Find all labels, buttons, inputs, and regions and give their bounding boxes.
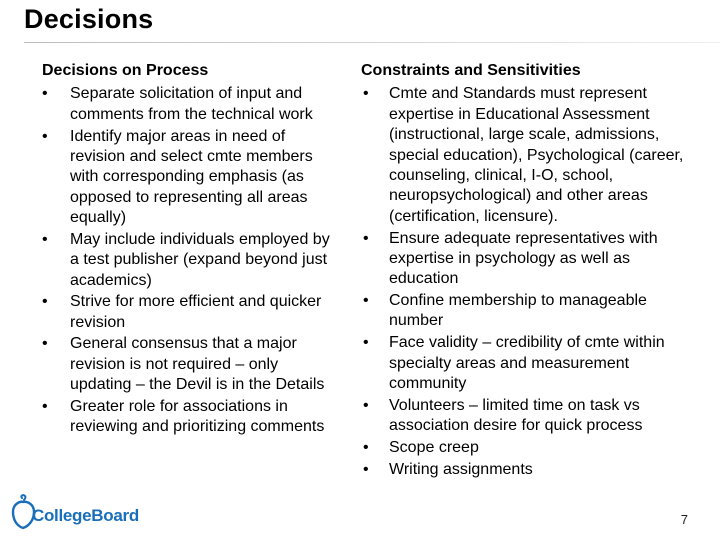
list-item [42,292,342,333]
list-item [42,397,342,438]
list-item [361,460,691,480]
list-item-text: Face validity – credibility of cmte within specialty areas and measurement community [389,334,665,392]
logo-wordmark: CollegeBoard [32,506,139,525]
slide-title: Decisions [24,4,154,34]
left-column-heading: Decisions on Process [42,62,209,79]
title-divider [24,42,720,43]
bullet-icon: • [42,335,48,353]
list-item [361,438,691,458]
right-bullet-list [361,84,691,480]
bullet-icon: • [42,85,48,103]
list-item-text: Writing assignments [389,460,533,478]
list-item [361,396,691,437]
list-item [42,334,342,395]
bullet-icon: • [363,292,369,310]
page-number: 7 [680,512,688,527]
list-item-text: Greater role for associations in reviewing and prioritizing comments [70,397,325,436]
list-item [361,333,691,394]
bullet-icon: • [363,85,369,103]
list-item-text: Strive for more efficient and quicker revision [70,293,322,331]
list-item-text: Volunteers – limited time on task vs association desire for quick process [389,396,643,435]
bullet-icon: • [42,397,48,415]
bullet-icon: • [363,438,369,456]
list-item [361,84,691,227]
list-item-text: Ensure adequate representatives with expertise in psychology as well as education [389,229,658,288]
bullet-icon: • [363,460,369,478]
list-item [361,229,691,290]
list-item [42,127,342,229]
list-item [361,291,691,332]
bullet-icon: • [42,293,48,311]
right-column [361,61,691,481]
list-item-text: General consensus that a major revision is not required – only updating – the Devil is in the Details [70,335,325,394]
bullet-icon: • [42,127,48,145]
left-bullet-list [42,84,342,437]
list-item-text: Separate solicitation of input and comments from the technical work [70,85,313,123]
list-item [42,230,342,291]
list-item-text: Identify major areas in need of revision and select cmte members with corresponding emphasis (as opposed to representing all areas equally) [70,127,313,227]
right-column-heading: Constraints and Sensitivities [361,62,581,79]
list-item-text: May include individuals employed by a test publisher (expand beyond just academics) [70,230,330,289]
list-item-text: Confine membership to manageable number [389,292,647,330]
list-item-text: Cmte and Standards must represent expertise in Educational Assessment (instructional, large scale, admissions, special education), Psychological (career, counseling, clinical, I-O, school, neuropsychological) and other areas (certification, licensure). [389,85,684,225]
list-item [42,84,342,125]
list-item-text: Scope creep [389,438,479,456]
college-board-logo [10,494,150,530]
bullet-icon: • [363,229,369,247]
bullet-icon: • [363,396,369,414]
left-column [42,61,342,439]
bullet-icon: • [363,334,369,352]
bullet-icon: • [42,230,48,248]
